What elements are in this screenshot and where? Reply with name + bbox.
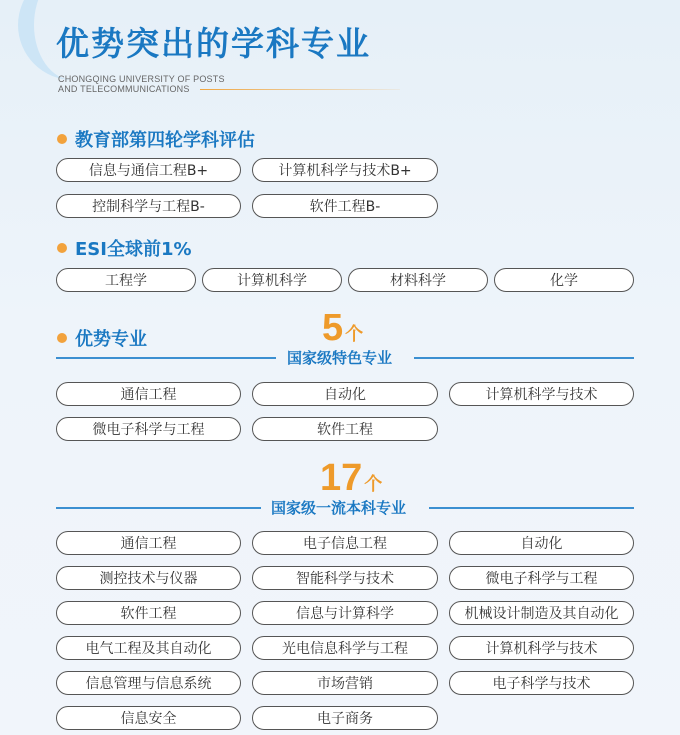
subtitle-divider <box>200 89 400 90</box>
major-pill: 机械设计制造及其自动化 <box>449 601 634 625</box>
major-pill: 电子科学与技术 <box>449 671 634 695</box>
subtitle-line-1: CHONGQING UNIVERSITY OF POSTS <box>58 74 225 84</box>
discipline-pill: 信息与通信工程B+ <box>56 158 241 182</box>
section-heading-evaluation <box>57 126 255 152</box>
discipline-pill: 控制科学与工程B- <box>56 194 241 218</box>
section-heading-advantage <box>57 325 147 351</box>
band-line-left <box>56 357 276 359</box>
major-pill: 信息安全 <box>56 706 241 730</box>
major-pill: 测控技术与仪器 <box>56 566 241 590</box>
major-pill: 计算机科学与技术 <box>449 636 634 660</box>
major-pill: 通信工程 <box>56 382 241 406</box>
major-pill: 通信工程 <box>56 531 241 555</box>
major-pill: 智能科学与技术 <box>252 566 438 590</box>
major-pill: 微电子科学与工程 <box>56 417 241 441</box>
firstclass-label: 国家级一流本科专业 <box>271 499 407 517</box>
esi-field-pill: 工程学 <box>56 268 196 292</box>
band-line-right <box>429 507 634 509</box>
esi-field-pill: 材料科学 <box>348 268 488 292</box>
bullet-dot-icon <box>57 134 67 144</box>
featured-count-number: 5 <box>322 307 344 349</box>
section-heading-esi <box>57 235 192 261</box>
major-pill: 信息管理与信息系统 <box>56 671 241 695</box>
major-pill: 软件工程 <box>252 417 438 441</box>
bullet-dot-icon <box>57 243 67 253</box>
major-pill: 信息与计算科学 <box>252 601 438 625</box>
major-pill: 电子商务 <box>252 706 438 730</box>
major-pill: 市场营销 <box>252 671 438 695</box>
subtitle-line-2: AND TELECOMMUNICATIONS <box>58 84 190 94</box>
discipline-pill: 软件工程B- <box>252 194 438 218</box>
major-pill: 电气工程及其自动化 <box>56 636 241 660</box>
firstclass-count-unit: 个 <box>364 474 383 495</box>
section-heading-text: 教育部第四轮学科评估 <box>75 130 255 151</box>
major-pill: 自动化 <box>252 382 438 406</box>
band-line-left <box>56 507 261 509</box>
featured-count-unit: 个 <box>345 324 364 345</box>
major-pill: 计算机科学与技术 <box>449 382 634 406</box>
section-heading-text: ESI全球前1% <box>75 239 192 260</box>
major-pill: 微电子科学与工程 <box>449 566 634 590</box>
major-pill: 电子信息工程 <box>252 531 438 555</box>
page-title: 优势突出的学科专业 <box>56 24 371 63</box>
esi-field-pill: 化学 <box>494 268 634 292</box>
bullet-dot-icon <box>57 333 67 343</box>
featured-label: 国家级特色专业 <box>287 349 393 367</box>
major-pill: 软件工程 <box>56 601 241 625</box>
firstclass-count-number: 17 <box>320 457 363 499</box>
band-line-right <box>414 357 634 359</box>
university-english-name <box>58 74 225 94</box>
discipline-pill: 计算机科学与技术B+ <box>252 158 438 182</box>
major-pill: 光电信息科学与工程 <box>252 636 438 660</box>
esi-field-pill: 计算机科学 <box>202 268 342 292</box>
section-heading-text: 优势专业 <box>75 329 147 350</box>
major-pill: 自动化 <box>449 531 634 555</box>
